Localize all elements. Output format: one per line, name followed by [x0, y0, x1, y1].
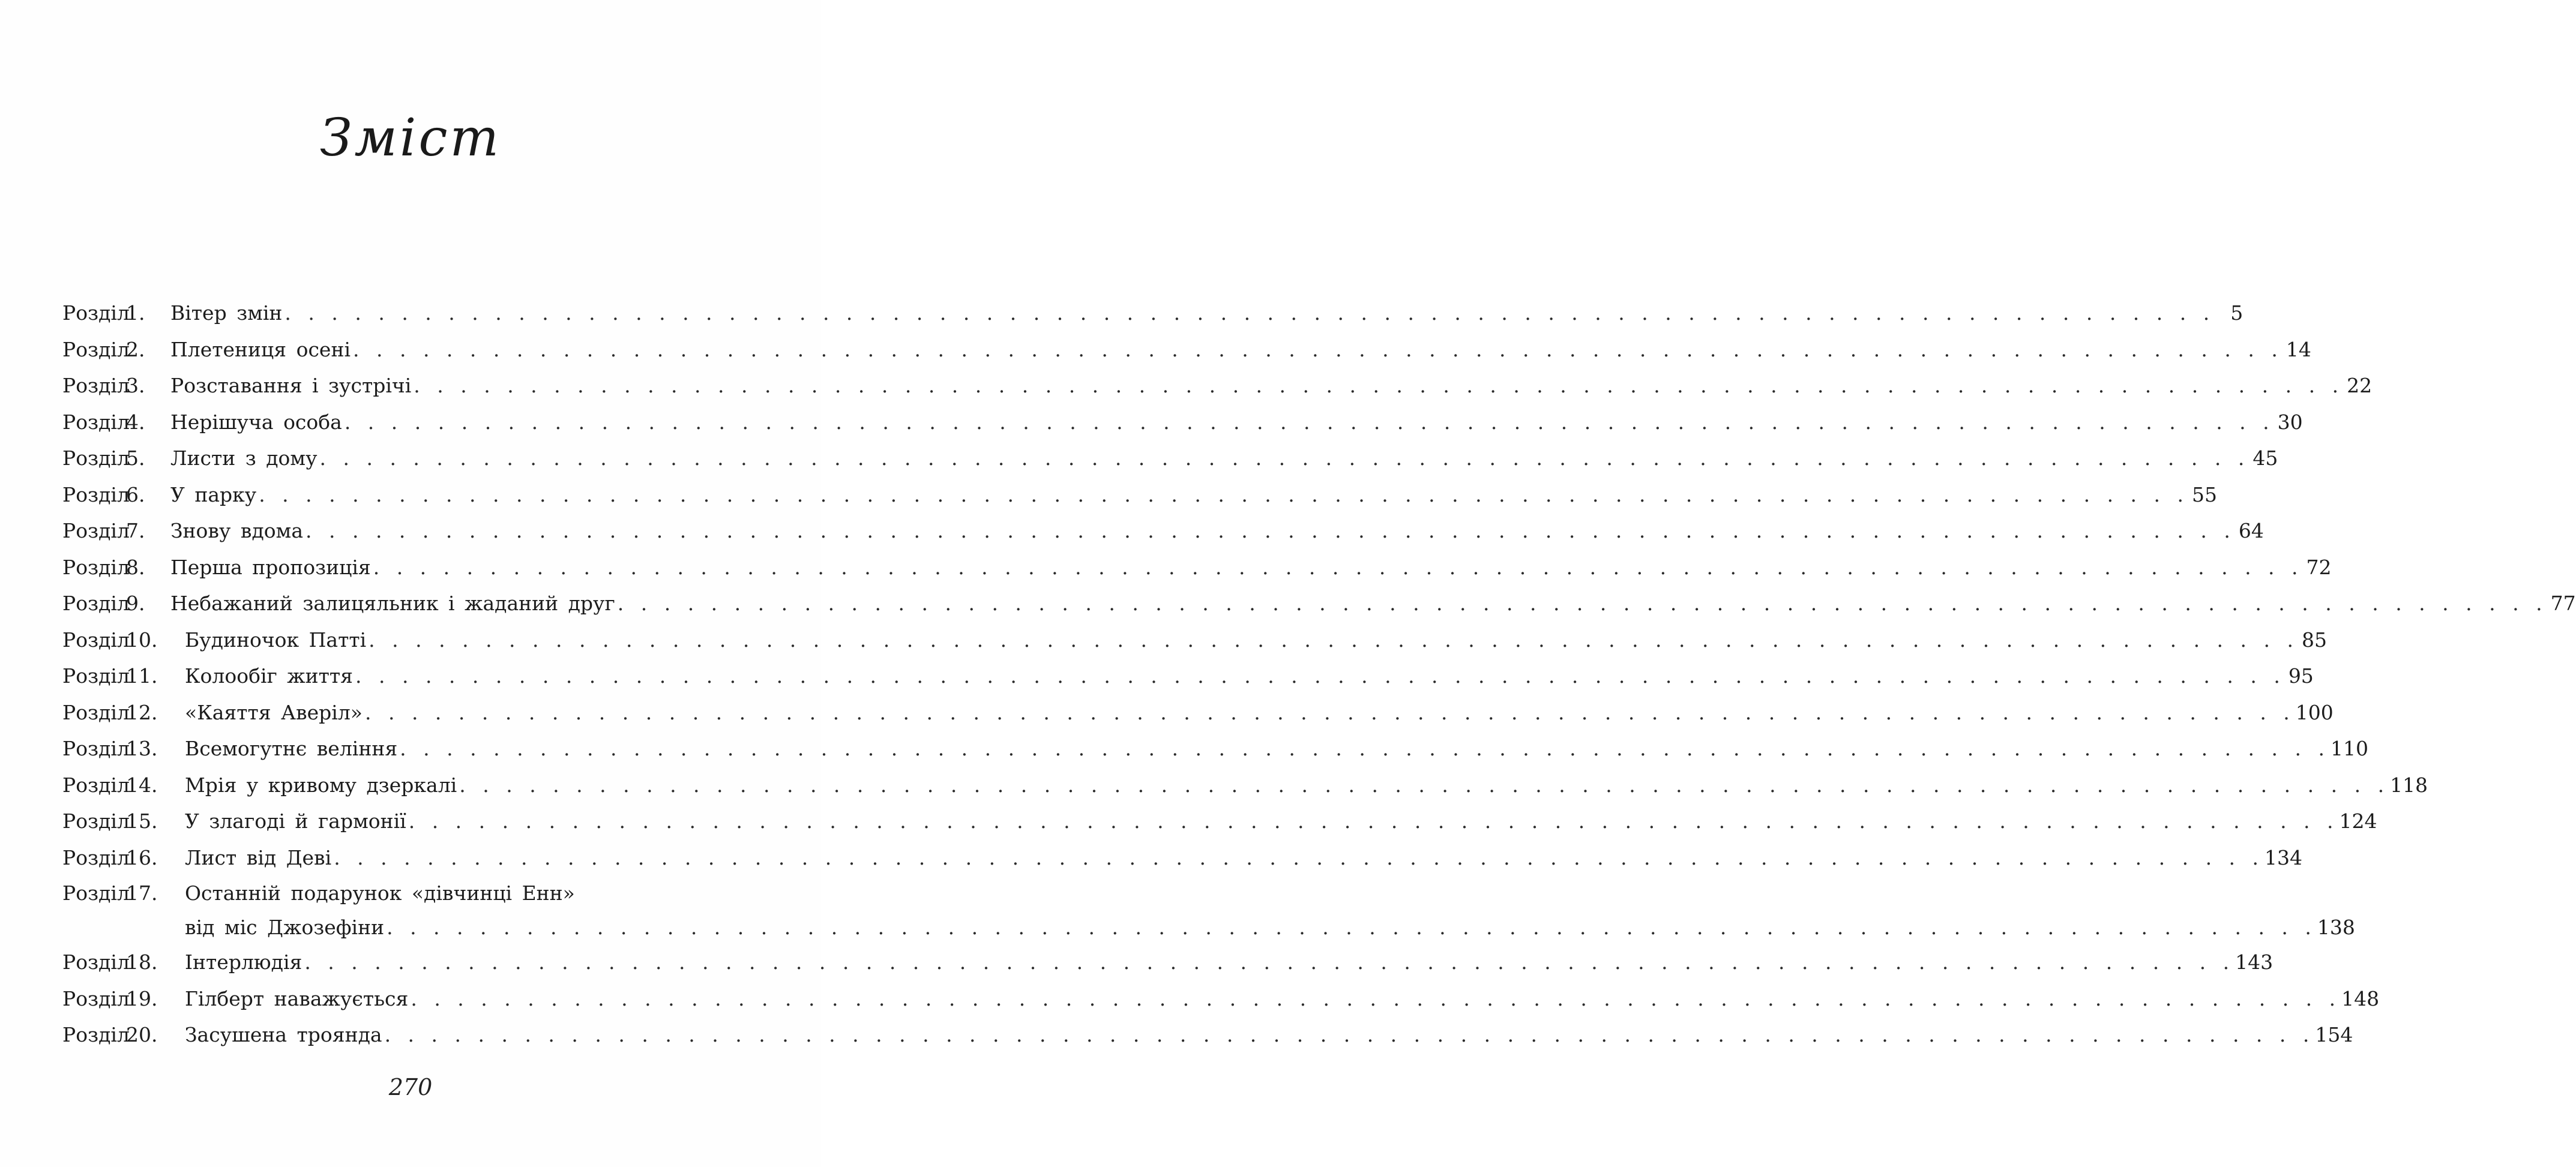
chapter-page-number: 118	[2390, 773, 2428, 797]
dot-leader: . . . . . . . . . . . . . . . . . . . . . . . . . . . . . . . . . . . . . . . . . . . . . . . . . . . . . . . . . . . . . . . . . . . . . . . . . . . . . . . . . . .	[305, 519, 2234, 542]
chapter-number: 9.	[126, 592, 145, 615]
chapter-label: Розділ	[62, 301, 130, 325]
chapter-label: Розділ	[62, 950, 130, 974]
chapter-label: Розділ	[62, 845, 130, 869]
chapter-number: 6.	[126, 482, 145, 506]
dot-leader: . . . . . . . . . . . . . . . . . . . . . . . . . . . . . . . . . . . . . . . . . . . . . . . . . . . . . . . . . . . . . . . . . . . . . . . . . . . . . . . . . . .	[400, 737, 2328, 760]
chapter-page-number: 45	[2252, 446, 2278, 470]
chapter-title: Всемогутнє веління	[185, 737, 398, 760]
chapter-label: Розділ	[62, 881, 130, 905]
chapter-number: 17.	[126, 881, 158, 905]
dot-leader: . . . . . . . . . . . . . . . . . . . . . . . . . . . . . . . . . . . . . . . . . . . . . . . . . . . . . . . . . . . . . . . . . . . . . . . . . . . . . . . . . . .	[408, 809, 2337, 833]
chapter-title: Небажаний залицяльник і жаданий друг	[170, 592, 615, 615]
chapter-number: 3.	[126, 374, 145, 397]
dot-leader: . . . . . . . . . . . . . . . . . . . . . . . . . . . . . . . . . . . . . . . . . . . . . . . . . . . . . . . . . . . . . . . . . . . . . . . . . . . . . . . . . . .	[364, 700, 2293, 724]
chapter-number: 4.	[126, 410, 145, 434]
chapter-number: 18.	[126, 950, 158, 974]
chapter-title-line-1: Останній подарунок «дівчинці Енн»	[185, 881, 575, 905]
toc-entry	[62, 1017, 2353, 1054]
toc-entry	[62, 622, 2327, 659]
chapter-page-number: 64	[2238, 519, 2264, 542]
dot-leader: . . . . . . . . . . . . . . . . . . . . . . . . . . . . . . . . . . . . . . . . . . . . . . . . . . . . . . . . . . . . . . . . . . . . . . . . . . . . . . . . . . .	[459, 773, 2388, 797]
chapter-title: Колообіг життя	[185, 664, 353, 688]
chapter-number: 8.	[126, 555, 145, 579]
chapter-number: 13.	[126, 737, 158, 760]
page-number: 270	[388, 1074, 433, 1100]
dot-leader: . . . . . . . . . . . . . . . . . . . . . . . . . . . . . . . . . . . . . . . . . . . . . . . . . . . . . . . . . . . . . . . . . . . . . . . . . . . . . . . . . . .	[355, 664, 2284, 688]
toc-entry	[62, 550, 2332, 586]
chapter-page-number: 14	[2286, 337, 2311, 361]
dot-leader: . . . . . . . . . . . . . . . . . . . . . . . . . . . . . . . . . . . . . . . . . . . . . . . . . . . . . . . . . . . . . . . . . . . . . . . . . . . . . . . . . . .	[617, 592, 2546, 615]
chapter-title: У злагоді й гармонії	[185, 809, 406, 833]
chapter-page-number: 124	[2339, 809, 2377, 833]
chapter-label: Розділ	[62, 700, 130, 724]
dot-leader: . . . . . . . . . . . . . . . . . . . . . . . . . . . . . . . . . . . . . . . . . . . . . . . . . . . . . . . . . . . . . . . . . . . . . . . . . . . . . . . . . . .	[319, 446, 2248, 470]
dot-leader: . . . . . . . . . . . . . . . . . . . . . . . . . . . . . . . . . . . . . . . . . . . . . . . . . . . . . . . . . . . . . . . . . . . . . . . . . . . . . . . . . . .	[384, 1023, 2313, 1046]
chapter-title: Перша пропозиція	[170, 555, 371, 579]
chapter-label: Розділ	[62, 1023, 130, 1046]
toc-entry	[62, 368, 2373, 404]
chapter-number: 2.	[126, 337, 145, 361]
dot-leader: . . . . . . . . . . . . . . . . . . . . . . . . . . . . . . . . . . . . . . . . . . . . . . . . . . . . . . . . . . . . . . . . . . . . . . . . . . . . . . . . . . .	[284, 301, 2213, 325]
dot-leader: . . . . . . . . . . . . . . . . . . . . . . . . . . . . . . . . . . . . . . . . . . . . . . . . . . . . . . . . . . . . . . . . . . . . . . . . . . . . . . . . . . .	[353, 337, 2281, 361]
chapter-title: Розставання і зустрічі	[170, 374, 412, 397]
chapter-title: У парку	[170, 482, 257, 506]
toc-entry	[62, 586, 2576, 622]
chapter-label: Розділ	[62, 374, 130, 397]
chapter-number: 7.	[126, 519, 145, 542]
toc-entry	[62, 695, 2334, 731]
chapter-label: Розділ	[62, 664, 130, 688]
chapter-number: 12.	[126, 700, 158, 724]
toc-entry	[62, 658, 2314, 695]
chapter-number: 1.	[126, 301, 145, 325]
dot-leader: . . . . . . . . . . . . . . . . . . . . . . . . . . . . . . . . . . . . . . . . . . . . . . . . . . . . . . . . . . . . . . . . . . . . . . . . . . . . . . . . . . .	[344, 410, 2273, 434]
chapter-title: Листи з дому	[170, 446, 317, 470]
chapter-label: Розділ	[62, 592, 130, 615]
dot-leader: . . . . . . . . . . . . . . . . . . . . . . . . . . . . . . . . . . . . . . . . . . . . . . . . . . . . . . . . . . . . . . . . . . . . . . . . . . . . . . . . . . .	[414, 374, 2343, 397]
toc-entry	[62, 840, 2303, 877]
chapter-number: 5.	[126, 446, 145, 470]
toc-entry	[62, 440, 2278, 477]
chapter-number: 14.	[126, 773, 158, 797]
chapter-page-number: 55	[2192, 482, 2217, 506]
chapter-page-number: 110	[2330, 737, 2368, 760]
chapter-page-number: 30	[2277, 410, 2303, 434]
chapter-label: Розділ	[62, 337, 130, 361]
chapter-title-line-2: від міс Джозефіни	[185, 916, 385, 939]
dot-leader: . . . . . . . . . . . . . . . . . . . . . . . . . . . . . . . . . . . . . . . . . . . . . . . . . . . . . . . . . . . . . . . . . . . . . . . . . . . . . . . . . . .	[304, 950, 2233, 974]
chapter-number: 20.	[126, 1023, 158, 1046]
dot-leader: . . . . . . . . . . . . . . . . . . . . . . . . . . . . . . . . . . . . . . . . . . . . . . . . . . . . . . . . . . . . . . . . . . . . . . . . . . . . . . . . . . .	[411, 986, 2340, 1010]
chapter-page-number: 5	[2230, 301, 2243, 325]
chapter-label: Розділ	[62, 809, 130, 833]
dot-leader: . . . . . . . . . . . . . . . . . . . . . . . . . . . . . . . . . . . . . . . . . . . . . . . . . . . . . . . . . . . . . . . . . . . . . . . . . . . . . . . . . . .	[259, 482, 2187, 506]
chapter-label: Розділ	[62, 482, 130, 506]
chapter-title: Плетениця осені	[170, 337, 351, 361]
chapter-page-number: 138	[2317, 916, 2355, 939]
chapter-page-number: 148	[2341, 986, 2380, 1010]
toc-entry	[62, 332, 2311, 368]
chapter-number: 16.	[126, 845, 158, 869]
toc-entry	[62, 803, 2377, 840]
chapter-title: Будиночок Патті	[185, 628, 367, 652]
chapter-page-number: 134	[2265, 845, 2303, 869]
table-of-contents	[62, 295, 2576, 1054]
chapter-label: Розділ	[62, 628, 130, 652]
chapter-label: Розділ	[62, 446, 130, 470]
chapter-label: Розділ	[62, 410, 130, 434]
toc-entry	[62, 477, 2217, 514]
dot-leader: . . . . . . . . . . . . . . . . . . . . . . . . . . . . . . . . . . . . . . . . . . . . . . . . . . . . . . . . . . . . . . . . . . . . . . . . . . . . . . . . . . .	[334, 845, 2263, 869]
chapter-number: 15.	[126, 809, 158, 833]
chapter-title: Гілберт наважується	[185, 986, 409, 1010]
chapter-label: Розділ	[62, 555, 130, 579]
chapter-page-number: 85	[2301, 628, 2327, 652]
toc-entry	[62, 513, 2264, 550]
toc-entry	[62, 876, 2355, 944]
chapter-number: 10.	[126, 628, 158, 652]
chapter-page-number: 77	[2550, 592, 2576, 615]
chapter-label: Розділ	[62, 737, 130, 760]
chapter-title: Знову вдома	[170, 519, 304, 542]
chapter-label: Розділ	[62, 773, 130, 797]
chapter-title: «Каяття Аверіл»	[185, 700, 363, 724]
toc-entry	[62, 295, 2243, 332]
toc-entry	[62, 981, 2380, 1018]
toc-entry	[62, 944, 2274, 981]
chapter-label: Розділ	[62, 986, 130, 1010]
chapter-title: Мрія у кривому дзеркалі	[185, 773, 457, 797]
chapter-page-number: 100	[2295, 700, 2334, 724]
chapter-page-number: 154	[2315, 1023, 2353, 1046]
chapter-title: Нерішуча особа	[170, 410, 342, 434]
chapter-title: Лист від Деві	[185, 845, 332, 869]
toc-entry	[62, 731, 2368, 767]
dot-leader: . . . . . . . . . . . . . . . . . . . . . . . . . . . . . . . . . . . . . . . . . . . . . . . . . . . . . . . . . . . . . . . . . . . . . . . . . . . . . . . . . . .	[387, 916, 2315, 939]
toc-entry	[62, 767, 2428, 804]
chapter-page-number: 72	[2306, 555, 2332, 579]
chapter-page-number: 22	[2347, 374, 2373, 397]
chapter-page-number: 95	[2288, 664, 2314, 688]
chapter-label: Розділ	[62, 519, 130, 542]
chapter-title: Інтерлюдія	[185, 950, 302, 974]
chapter-number: 11.	[126, 664, 158, 688]
chapter-number: 19.	[126, 986, 158, 1010]
dot-leader: . . . . . . . . . . . . . . . . . . . . . . . . . . . . . . . . . . . . . . . . . . . . . . . . . . . . . . . . . . . . . . . . . . . . . . . . . . . . . . . . . . .	[369, 628, 2297, 652]
chapter-page-number: 143	[2235, 950, 2274, 974]
contents-title: Зміст	[319, 108, 502, 168]
chapter-title: Вітер змін	[170, 301, 283, 325]
dot-leader: . . . . . . . . . . . . . . . . . . . . . . . . . . . . . . . . . . . . . . . . . . . . . . . . . . . . . . . . . . . . . . . . . . . . . . . . . . . . . . . . . . .	[373, 555, 2302, 579]
chapter-title: Засушена троянда	[185, 1023, 382, 1046]
toc-entry	[62, 404, 2303, 441]
